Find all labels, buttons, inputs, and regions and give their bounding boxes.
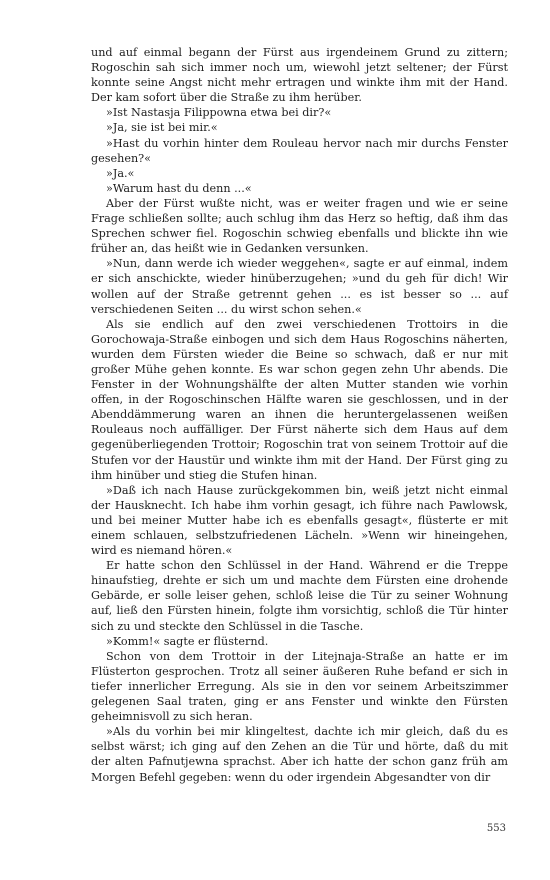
paragraph: Er hatte schon den Schlüssel in der Hand. Während er die Treppe hinaufstieg, drehte er sich um und machte dem Fürsten eine drohende Gebärde, er solle leiser gehen, schloß leise die Tür zu seiner Wohnung auf, ließ den Fürsten hinein, folgte ihm vorsichtig, schloß die Tür hinter sich zu und steckte den Schlüssel in die Tasche. (91, 559, 508, 633)
paragraph: »Warum hast du denn ...« (106, 181, 252, 195)
paragraph: »Ist Nastasja Filippowna etwa bei dir?« (106, 106, 332, 120)
paragraph: »Ja.« (106, 166, 135, 180)
page-number: 553 (486, 823, 506, 834)
paragraph: »Hast du vorhin hinter dem Rouleau hervor nach mir durchs Fenster gesehen?« (91, 136, 508, 165)
paragraph: Aber der Fürst wußte nicht, was er weiter fragen und wie er seine Frage schließen sollte; auch schlug ihm das Herz so heftig, daß ihm das Sprechen schwer fiel. Rogoschin schwieg ebenfalls und blickte ihn wie früher an, das heißt wie in Gedanken versunken. (91, 196, 508, 256)
paragraph: »Komm!« sagte er flüsternd. (106, 634, 269, 648)
paragraph: Schon von dem Trottoir in der Litejnaja-Straße an hatte er im Flüsterton gesprochen. Trotz all seiner äußeren Ruhe befand er sich in tiefer innerlicher Erregung. Als sie in den vor seinem Arbeitszimmer gelegenen Saal traten, ging er ans Fenster und winkte den Fürsten geheimnisvoll zu sich heran. (91, 649, 508, 724)
paragraph: »Als du vorhin bei mir klingeltest, dachte ich mir gleich, daß du es selbst wärst; ich ging auf den Zehen an die Tür und hörte, daß du mit der alten Pafnutjewna sprachst. Aber ich hatte der schon ganz früh am Morgen Befehl gegeben: wenn du oder irgendein Abgesandter von dir (91, 725, 508, 784)
paragraph: »Daß ich nach Hause zurückgekommen bin, weiß jetzt nicht einmal der Hausknecht. Ich habe ihm vorhin gesagt, ich führe nach Pawlowsk, und bei meiner Mutter habe ich es ebenfalls gesagt«, flüsterte er mit einem schlauen, selbstzufriedenen Lächeln. »Wenn wir hineingehen, wird es niemand hören.« (91, 483, 508, 558)
body-text (91, 45, 508, 785)
paragraph: Als sie endlich auf den zwei verschiedenen Trottoirs in die Gorochowaja-Straße einbogen und sich dem Haus Rogoschins näherten, wurden dem Fürsten wieder die Beine so schwach, daß er nur mit großer Mühe gehen konnte. Es war schon gegen zehn Uhr abends. Die Fenster in der Wohnungshälfte der alten Mutter standen wie vorhin offen, in der Rogoschinschen Hälfte waren sie geschlossen, und in der Abenddämmerung waren an ihnen die heruntergelassenen weißen Rouleaus noch auffälliger. Der Fürst näherte sich dem Haus auf dem gegenüberliegenden Trottoir; Rogoschin trat von seinem Trottoir auf die Stufen vor der Haustür und winkte ihm mit der Hand. Der Fürst ging zu ihm hinüber und stieg die Stufen hinan. (91, 317, 508, 482)
paragraph: »Nun, dann werde ich wieder weggehen«, sagte er auf einmal, indem er sich anschickte, wieder hinüberzugehen; »und du geh für dich! Wir wollen auf der Straße getrennt gehen ... es ist besser so ... auf verschiedenen Seiten ... du wirst schon sehen.« (91, 257, 508, 316)
paragraph: und auf einmal begann der Fürst aus irgendeinem Grund zu zittern; Rogoschin sah sich immer noch um, wiewohl jetzt seltener; der Fürst konnte seine Angst nicht mehr ertragen und winkte ihm mit der Hand. Der kam sofort über die Straße zu ihm herüber. (91, 46, 508, 105)
paragraph: »Ja, sie ist bei mir.« (106, 121, 218, 135)
